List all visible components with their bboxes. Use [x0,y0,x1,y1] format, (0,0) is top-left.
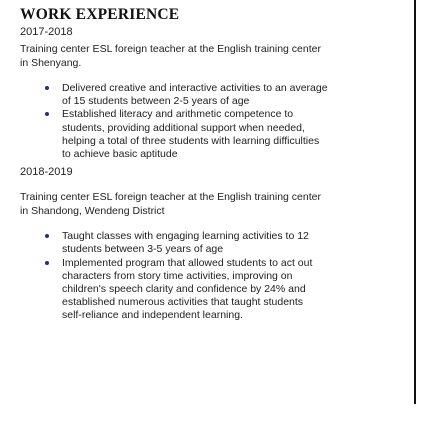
bullet-line: characters from story time activities, improving on [62,269,293,282]
job-bullets [20,230,388,322]
bullet-icon [45,234,49,238]
job-role [20,190,388,218]
job-role-line: in Shenyang. [20,57,82,69]
bullet-line: Taught classes with engaging learning activities to 12 [62,230,309,243]
bullet-icon [45,112,49,116]
bullet-item [20,108,388,161]
bullet-item [20,257,388,323]
work-experience-section [20,6,388,323]
bullet-item [20,82,388,108]
job-role-line: Training center ESL foreign teacher at the English training center [20,191,321,204]
job-entry [20,161,388,322]
bullet-line: established numerous activities that taught students [62,296,304,309]
bullet-line: helping a total of three students with learning difficulties [62,134,320,147]
bullet-line: to achieve basic aptitude [62,148,178,161]
bullet-line: Established literacy and arithmetic competence to [62,108,294,121]
bullet-line: Delivered creative and interactive activities to an average [62,82,328,94]
job-bullets [20,82,388,161]
bullet-line: Implemented program that allowed students to act out [62,256,313,269]
bullet-line: self-reliance and independent learning. [62,309,243,322]
bullet-icon [45,86,49,90]
right-border-line [414,0,416,404]
bullet-line: children's speech clarity and confidence by 24% and [62,283,306,296]
job-entry [20,25,388,161]
job-role-line: Training center ESL foreign teacher at the English training center [20,43,321,55]
job-dates: 2017-2018 [20,26,73,38]
bullet-icon [45,261,49,265]
job-role [20,42,388,70]
job-role-line: in Shandong, Wendeng District [20,205,165,218]
bullet-line: of 15 students between 2-5 years of age [62,95,250,108]
bullet-line: students, providing additional support when needed, [62,121,305,134]
job-dates: 2018-2019 [20,166,73,179]
section-title: WORK EXPERIENCE [20,6,180,23]
bullet-item [20,230,388,256]
bullet-line: students between 3-5 years of age [62,243,224,256]
